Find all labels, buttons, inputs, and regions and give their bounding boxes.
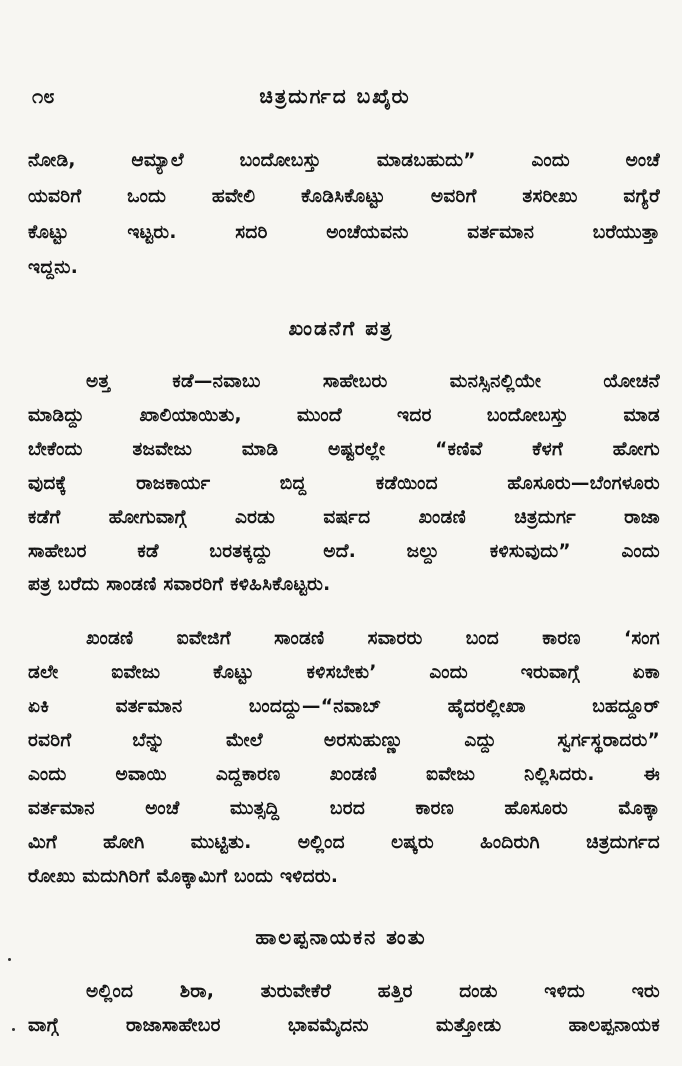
- text-line: ರವರಿಗೆ ಬೆನ್ನು ಮೇಲೆ ಅರಸುಹುಣ್ಣು ಎದ್ದು ಸ್ವರ್ಗಸ್ಥರಾದರು”: [28, 730, 660, 751]
- section-heading: ಖಂಡನೆಗೆ ಪತ್ರ: [288, 316, 394, 340]
- section-heading: ಹಾಲಪ್ಪನಾಯಕನ ತಂತು: [255, 925, 427, 949]
- text-line: ವಾಗ್ಗೆ ರಾಜಾಸಾಹೇಬರ ಭಾವಮೈದನು ಮತ್ತೋಡು ಹಾಲಪ್ಪನಾಯಕ: [28, 1015, 660, 1036]
- text-line: ಖಂಡಣಿ ಐವೇಜಿಗೆ ಸಾಂಡಣಿ ಸವಾರರು ಬಂದ ಕಾರಣ ‘ಸಂಗ: [86, 628, 660, 649]
- print-speck: [8, 958, 11, 961]
- text-line: ಪತ್ರ ಬರೆದು ಸಾಂಡಣಿ ಸವಾರರಿಗೆ ಕಳಿಹಿಸಿಕೊಟ್ಟರು.: [28, 574, 331, 595]
- page-number: ೧೮: [32, 84, 55, 108]
- text-line: ಏಕಿ ವರ್ತಮಾನ ಬಂದದ್ದು—“ನವಾಬ್ ಹೈದರಲ್ಲೀಖಾ ಬಹದ್ದೂರ್: [28, 696, 660, 717]
- text-line: ಅತ್ತ ಕಡೆ—ನವಾಬು ಸಾಹೇಬರು ಮನಸ್ಸಿನಲ್ಲಿಯೇ ಯೋಚನೆ: [86, 371, 660, 392]
- text-line: ಎಂದು ಅವಾಯಿ ಎದ್ದಕಾರಣ ಖಂಡಣಿ ಐವೇಜು ನಿಲ್ಲಿಸಿದರು. ಈ: [28, 764, 660, 785]
- text-line: ನೋಡಿ, ಆಮ್ಯಾಲೆ ಬಂದೋಬಸ್ತು ಮಾಡಬಹುದು” ಎಂದು ಅಂಚೆ: [28, 150, 660, 171]
- text-line: ಕೊಟ್ಟು ಇಟ್ಟರು. ಸದರಿ ಅಂಚೆಯವನು ವರ್ತಮಾನ ಬರೆಯುತ್ತಾ: [28, 222, 660, 243]
- running-head: ಚಿತ್ರದುರ್ಗದ ಬಖೈರು: [259, 84, 411, 108]
- text-line: ಇದ್ದನು.: [28, 257, 79, 278]
- text-line: ಸಾಹೇಬರ ಕಡೆ ಬರತಕ್ಕದ್ದು ಅದೆ. ಜಲ್ದು ಕಳಿಸುವುದು” ಎಂದು: [28, 541, 660, 562]
- text-line: ಯವರಿಗೆ ಒಂದು ಹವೇಲಿ ಕೊಡಿಸಿಕೊಟ್ಟು ಅವರಿಗೆ ತಸರೀಖು ವಗ್ಯೆರೆ: [28, 186, 660, 207]
- page-header: [28, 84, 642, 114]
- text-line: ವುದಕ್ಕೆ ರಾಜಕಾರ್ಯ ಬಿದ್ದ ಕಡೆಯಿಂದ ಹೊಸೂರು—ಬೆಂಗಳೂರು: [28, 473, 660, 494]
- text-line: ಕಡೆಗೆ ಹೋಗುವಾಗ್ಗೆ ಎರಡು ವರ್ಷದ ಖಂಡಣಿ ಚಿತ್ರದುರ್ಗ ರಾಜಾ: [28, 507, 660, 528]
- print-speck: [12, 1028, 15, 1031]
- text-line: ಡಲೇ ಐವೇಜು ಕೊಟ್ಟು ಕಳಿಸಬೇಕು’ ಎಂದು ಇರುವಾಗ್ಗೆ ಏಕಾ: [28, 662, 660, 683]
- text-line: ವರ್ತಮಾನ ಅಂಚೆ ಮುತ್ಸದ್ದಿ ಬರದ ಕಾರಣ ಹೊಸೂರು ಮೊಕ್ಕಾ: [28, 798, 660, 819]
- text-line: ಬೇಕೆಂದು ತಜವೇಜು ಮಾಡಿ ಅಷ್ಟರಲ್ಲೇ “ಕಣಿವೆ ಕೆಳಗೆ ಹೋಗು: [28, 439, 660, 460]
- text-line: ರೋಖು ಮದುಗಿರಿಗೆ ಮೊಕ್ಕಾಮಿಗೆ ಬಂದು ಇಳಿದರು.: [28, 866, 339, 887]
- text-line: ಅಲ್ಲಿಂದ ಶಿರಾ, ತುರುವೇಕೆರೆ ಹತ್ತಿರ ದಂಡು ಇಳಿದು ಇರು: [86, 981, 660, 1002]
- text-line: ಮಿಗೆ ಹೋಗಿ ಮುಟ್ಟಿತು. ಅಲ್ಲಿಂದ ಲಷ್ಕರು ಹಿಂದಿರುಗಿ ಚಿತ್ರದುರ್ಗದ: [28, 832, 660, 853]
- text-line: ಮಾಡಿದ್ದು ಖಾಲಿಯಾಯಿತು, ಮುಂದೆ ಇದರ ಬಂದೋಬಸ್ತು ಮಾಡ: [28, 405, 660, 426]
